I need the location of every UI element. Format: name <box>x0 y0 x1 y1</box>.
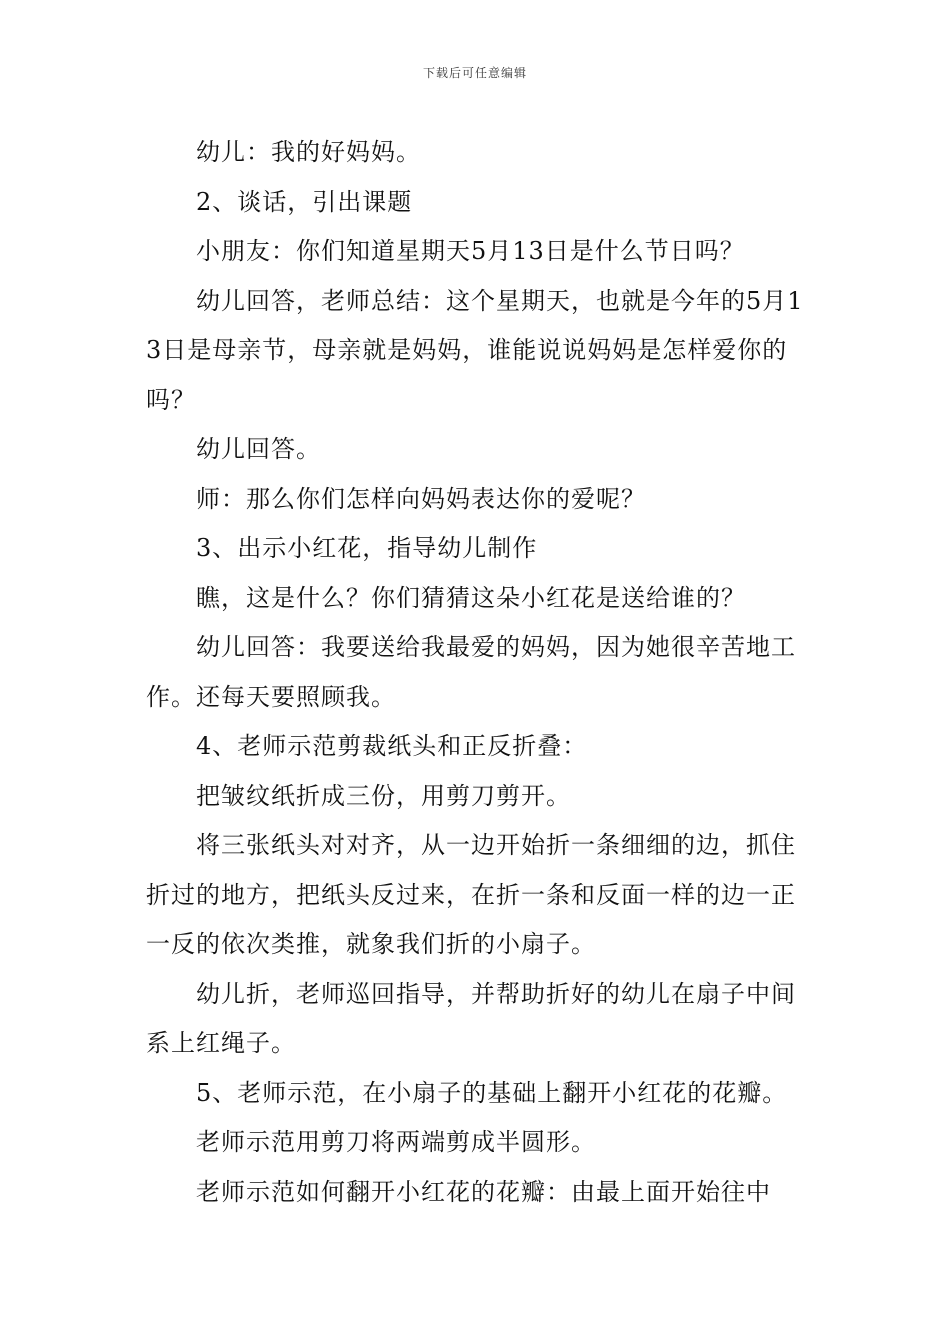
page-header: 下载后可任意编辑 <box>422 66 527 80</box>
paragraph: 瞧，这是什么？你们猜猜这朵小红花是送给谁的？ <box>196 583 746 612</box>
paragraph: 幼儿回答。 <box>196 435 321 463</box>
paragraph: 师：那么你们怎样向妈妈表达你的爱呢？ <box>196 484 646 513</box>
paragraph: 幼儿：我的好妈妈。 <box>196 138 421 166</box>
paragraph: 把皱纹纸折成三份，用剪刀剪开。 <box>196 781 571 810</box>
paragraph: 幼儿回答，老师总结：这个星期天，也就是今年的5月13日是母亲节，母亲就是妈妈，谁能说说妈妈是怎样爱你的吗？ <box>146 286 804 414</box>
section-heading: 5、老师示范，在小扇子的基础上翻开小红花的花瓣。 <box>196 1078 788 1107</box>
paragraph: 将三张纸头对对齐，从一边开始折一条细细的边，抓住折过的地方，把纸头反过来，在折一条和反面一样的边一正一反的依次类推，就象我们折的小扇子。 <box>146 831 796 958</box>
section-heading: 3、出示小红花，指导幼儿制作 <box>196 534 538 562</box>
section-heading: 2、谈话，引出课题 <box>196 187 413 216</box>
paragraph: 小朋友：你们知道星期天5月13日是什么节日吗？ <box>196 237 745 265</box>
paragraph: 老师示范如何翻开小红花的花瓣：由最上面开始往中 <box>196 1177 771 1206</box>
document-body <box>146 128 810 1217</box>
section-heading: 4、老师示范剪裁纸头和正反折叠： <box>196 732 588 760</box>
paragraph: 幼儿回答：我要送给我最爱的妈妈，因为她很辛苦地工作。还每天要照顾我。 <box>146 633 796 711</box>
paragraph: 幼儿折，老师巡回指导，并帮助折好的幼儿在扇子中间系上红绳子。 <box>146 979 796 1057</box>
paragraph: 老师示范用剪刀将两端剪成半圆形。 <box>196 1128 596 1156</box>
